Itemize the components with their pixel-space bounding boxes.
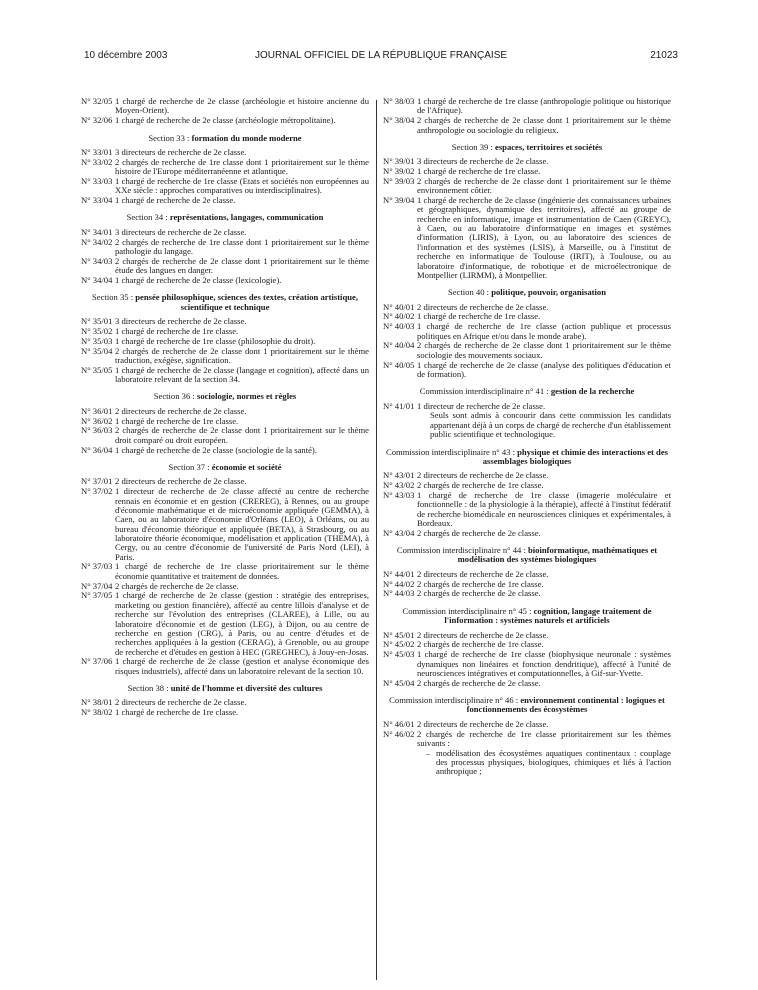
- list-item: [81, 657, 369, 676]
- list-item: [383, 481, 671, 490]
- post-number: N° 34/03: [81, 255, 113, 266]
- post-description: 1 chargé de recherche de 2e classe (lexicologie).: [115, 275, 282, 285]
- list-item: [383, 720, 671, 729]
- list-item: [81, 708, 369, 717]
- post-description: 1 chargé de recherche de 2e classe (sociologie de la santé).: [115, 444, 317, 455]
- section-heading: [81, 134, 369, 143]
- section-label: Section 37 :: [168, 462, 212, 472]
- section-heading: [383, 696, 671, 715]
- post-description: 2 chargés de recherche de 1re classe dont 1 prioritairement sur le thème pathologie du langage.: [115, 236, 369, 256]
- post-number: N° 45/03: [383, 649, 415, 660]
- list-item: [81, 407, 369, 416]
- list-item: [81, 562, 369, 581]
- section-title: formation du monde moderne: [191, 132, 302, 143]
- section-title: politique, pouvoir, organisation: [491, 287, 606, 298]
- post-number: N° 46/02: [383, 728, 415, 739]
- post-number: N° 34/04: [81, 275, 113, 285]
- post-number: N° 43/02: [383, 480, 415, 491]
- section-label: Commission interdisciplinaire n° 45 :: [402, 605, 534, 616]
- left-column: [81, 97, 369, 718]
- section-title: économie et société: [211, 462, 282, 472]
- list-item: [383, 679, 671, 688]
- list-item: [81, 317, 369, 326]
- post-number: N° 38/03: [383, 96, 415, 106]
- post-number: N° 40/04: [383, 340, 415, 351]
- post-description: 2 directeurs de recherche de 2e classe.: [417, 568, 549, 579]
- post-description: 2 directeurs de recherche de 2e classe.: [417, 718, 549, 729]
- post-description: 2 chargés de recherche de 1re classe dont 1 prioritairement sur le thème histoire de l'Europe méditerranéenne et atlantique.: [115, 156, 369, 177]
- post-number: N° 36/03: [81, 425, 113, 436]
- list-item: [383, 341, 671, 360]
- post-description: 2 directeurs de recherche de 2e classe.: [115, 405, 247, 416]
- post-number: N° 41/01: [383, 400, 415, 411]
- list-item: [383, 116, 671, 135]
- post-description: 1 chargé de recherche de 2e classe (gestion : stratégie des entreprises, marketing ou gestion financière), affecté au centre lillois d'analyse et de recherche sur l'évolution des entreprises (CLAREE), à Lille, ou au laboratoire d'économie et de gestion (LEG), à Dijon, ou au centre de recherche en gestion (CRG), à Paris, ou au centre d'études et de recherches appliquées à la gestion (CERAG), à Grenoble, ou au groupe de recherche et d'études en gestion à HEC (GREGHEC), à Jouy-en-Josas.: [115, 590, 369, 657]
- post-number: N° 38/01: [81, 697, 113, 708]
- section-heading: [383, 607, 671, 626]
- post-number: N° 36/02: [81, 415, 113, 426]
- post-description: 1 directeur de recherche de 2e classe.: [417, 400, 546, 411]
- list-item: [81, 487, 369, 562]
- post-description: 2 directeurs de recherche de 2e classe.: [417, 470, 549, 481]
- section-heading: [383, 143, 671, 152]
- post-number: N° 46/01: [383, 718, 415, 729]
- list-item: [81, 238, 369, 257]
- list-item: [383, 650, 671, 678]
- post-number: N° 39/01: [383, 156, 415, 167]
- post-description: 1 chargé de recherche de 2e classe.: [115, 195, 236, 206]
- post-number: N° 45/02: [383, 639, 415, 650]
- post-number: N° 37/06: [81, 656, 113, 667]
- section-label: Section 34 :: [126, 212, 170, 223]
- section-heading: [383, 448, 671, 467]
- section-label: Section 38 :: [127, 683, 171, 694]
- section-label: Commission interdisciplinaire n° 43 :: [385, 446, 518, 457]
- list-item: [81, 276, 369, 285]
- post-description: 1 chargé de recherche de 2e classe (gestion et analyse économique des risques industriels), affecté dans un laboratoire relevant de la section 10.: [115, 656, 369, 676]
- section-label: Section 39 :: [451, 141, 495, 152]
- post-description: 2 chargés de recherche de 2e classe dont 1 prioritairement sur le thème environnement côtier.: [417, 175, 671, 196]
- post-description: 1 chargé de recherche de 1re classe (Etats et sociétés non européennes au XXe siècle : approches comparatives ou interdisciplinaires).: [115, 175, 369, 196]
- post-description: 3 directeurs de recherche de 2e classe.: [417, 156, 549, 167]
- post-number: N° 45/04: [383, 677, 415, 688]
- note-paragraph: Seuls sont admis à concourir dans cette commission les candidats appartenant déjà à un corps de chargé de recherche d'un établissement public scientifique et technologique.: [430, 410, 671, 440]
- post-number: N° 35/02: [81, 325, 113, 336]
- post-description: 2 chargés de recherche de 2e classe dont 1 prioritairement sur le thème anthropologie ou sociologie du religieux.: [417, 115, 671, 135]
- post-description: 3 directeurs de recherche de 2e classe.: [115, 146, 247, 157]
- section-heading: [81, 213, 369, 222]
- post-description: 2 chargés de recherche de 1re classe.: [417, 578, 544, 589]
- post-number: N° 32/05: [81, 96, 113, 106]
- post-description: 3 directeurs de recherche de 2e classe.: [115, 316, 247, 327]
- post-description: 2 chargés de recherche de 1re classe prioritairement sur les thèmes suivants :: [417, 728, 671, 748]
- list-item: [383, 491, 671, 528]
- post-number: N° 33/03: [81, 175, 113, 186]
- header-title: JOURNAL OFFICIEL DE LA RÉPUBLIQUE FRANÇAISE: [254, 50, 508, 61]
- post-number: N° 32/06: [81, 115, 113, 126]
- post-description: 1 chargé de recherche de 1re classe.: [115, 707, 239, 718]
- list-item: [383, 177, 671, 196]
- post-number: N° 38/02: [81, 707, 113, 718]
- list-item: [81, 257, 369, 276]
- list-item: [81, 327, 369, 336]
- section-label: Commission interdisciplinaire n° 41 :: [419, 386, 551, 397]
- section-label: Section 36 :: [153, 391, 197, 402]
- post-description: 1 chargé de recherche de 1re classe.: [115, 415, 239, 426]
- post-number: N° 35/03: [81, 335, 113, 346]
- post-number: N° 35/04: [81, 345, 113, 356]
- post-number: N° 36/04: [81, 444, 113, 455]
- list-item: [81, 337, 369, 346]
- post-description: 2 chargés de recherche de 2e classe.: [417, 588, 541, 599]
- section-title: gestion de la recherche: [550, 386, 635, 397]
- post-description: 1 chargé de recherche de 2e classe (ingénierie des connaissances urbaines et géographiques, dynamique des territoires), affecté au groupe de recherche en informatique, image et instrumentation de Caen (GREYC), à Caen, ou au laboratoire d'informatique en images et systèmes d'information (LIRIS), à Lyon, ou au laboratoire des sciences de l'information et des systèmes (LSIS), à Marseille, ou à l'institut de recherche en informatique de Toulouse (IRIT), à Toulouse, ou au laboratoire d'informatique, de robotique et de microélectronique de Montpellier (LIRMM), à Montpellier.: [417, 195, 671, 280]
- page-header: [84, 50, 678, 64]
- post-description: 1 chargé de recherche de 1re classe (biophysique neuronale : systèmes dynamiques non linéaires et fonction dendritique), affecté à l'unité de neurosciences intégratives et computationnelles, à Gif-sur-Yvette.: [417, 649, 671, 678]
- post-number: N° 37/01: [81, 476, 113, 487]
- section-label: Section 35 :: [92, 292, 136, 303]
- section-title: cognition, langage traitement de l'information : systèmes naturels et artificiels: [444, 605, 652, 626]
- list-item: [383, 589, 671, 598]
- list-item: [81, 347, 369, 366]
- section-heading: [383, 288, 671, 297]
- post-description: 1 chargé de recherche de 1re classe (anthropologie politique ou historique de l'Afrique).: [417, 96, 671, 116]
- post-description: 2 chargés de recherche de 2e classe dont 1 prioritairement sur le thème traduction, exégèse, signification.: [115, 345, 369, 365]
- list-item: [81, 591, 369, 656]
- header-date: 10 décembre 2003: [84, 50, 168, 61]
- post-number: N° 43/01: [383, 470, 415, 481]
- post-number: N° 39/03: [383, 175, 415, 186]
- post-number: N° 44/02: [383, 578, 415, 589]
- section-title: espaces, territoires et sociétés: [495, 141, 603, 152]
- post-description: 1 chargé de recherche de 2e classe (analyse des politiques d'éducation et de formation).: [417, 359, 671, 379]
- post-number: N° 37/05: [81, 590, 113, 601]
- bullet-text: modélisation des écosystèmes aquatiques continentaux : couplage des processus physiques, biologiques, chimiques et liés à l'action anthropique ;: [436, 747, 671, 777]
- list-item: [81, 158, 369, 177]
- post-description: 1 chargé de recherche de 2e classe (langage et cognition), affecté dans un laboratoire relevant de la section 34.: [115, 364, 369, 385]
- section-title: pensée philosophique, sciences des textes, création artistique, scientifique et technique: [135, 292, 358, 312]
- post-number: N° 36/01: [81, 405, 113, 416]
- list-item: [383, 196, 671, 280]
- post-number: N° 37/04: [81, 580, 113, 591]
- post-number: N° 33/04: [81, 195, 113, 206]
- post-description: 2 directeurs de recherche de 2e classe.: [417, 629, 549, 640]
- section-label: Commission interdisciplinaire n° 46 :: [389, 695, 521, 706]
- list-item: [383, 570, 671, 579]
- post-number: N° 33/01: [81, 146, 113, 157]
- post-number: N° 37/02: [81, 486, 113, 497]
- section-title: bioinformatique, mathématiques et modélisation des systèmes biologiques: [457, 545, 658, 565]
- list-item: [383, 529, 671, 538]
- post-number: N° 34/01: [81, 226, 113, 237]
- post-description: 1 chargé de recherche de 2e classe (archéologie et histoire ancienne du Moyen-Orient).: [115, 96, 369, 116]
- section-heading: [383, 546, 671, 565]
- post-description: 2 chargés de recherche de 1re classe.: [417, 480, 544, 491]
- list-item: [81, 426, 369, 445]
- post-number: N° 39/04: [383, 195, 415, 206]
- dash-bullet: –: [426, 747, 431, 758]
- section-label: Section 40 :: [448, 287, 492, 298]
- list-item: [383, 730, 671, 749]
- post-description: 2 chargés de recherche de 2e classe.: [115, 580, 239, 591]
- post-number: N° 44/01: [383, 568, 415, 579]
- header-page-number: 21023: [650, 50, 678, 61]
- post-description: 2 chargés de recherche de 2e classe.: [417, 527, 541, 538]
- post-description: 1 chargé de recherche de 1re classe (philosophie du droit).: [115, 335, 316, 346]
- list-item: [81, 196, 369, 205]
- post-number: N° 45/01: [383, 629, 415, 640]
- post-number: N° 43/04: [383, 527, 415, 538]
- post-description: 1 chargé de recherche de 2e classe (archéologie métropolitaine).: [115, 115, 336, 126]
- section-title: représentations, langages, communication: [169, 212, 324, 223]
- post-description: 1 directeur de recherche de 2e classe affecté au centre de recherche rennais en économie et en gestion (CREREG), à Rennes, ou au groupe d'économie mathématique et de microéconomie appliquée (GEMMA), à Caen, ou au laboratoire d'économie d'Orléans (LEO), à Orléans, ou au bureau d'économie théorique et appliquée (BETA), à Strasbourg, ou au laboratoire théorie économique, modélisation et application (THEMA), à Cergy, ou au centre d'économie de l'université de Paris Nord (LEI), à Paris.: [115, 486, 369, 562]
- post-description: 3 directeurs de recherche de 2e classe.: [115, 226, 247, 237]
- post-description: 1 chargé de recherche de 1re classe (imagerie moléculaire et fonctionnelle : de la physiologie à la thérapie), affecté à l'institut fédératif de recherche biomédicale en neurosciences cliniques et expérimentales, à Bordeaux.: [417, 489, 671, 528]
- post-number: N° 40/05: [383, 359, 415, 370]
- post-description: 2 chargés de recherche de 2e classe.: [417, 677, 541, 688]
- post-number: N° 43/03: [383, 489, 415, 500]
- section-heading: [383, 387, 671, 396]
- list-item: [383, 167, 671, 176]
- list-item: [81, 228, 369, 237]
- post-description: 1 chargé de recherche de 1re classe prioritairement sur le thème économie quantitative et traitement de données.: [115, 561, 369, 581]
- list-item: [81, 148, 369, 157]
- post-description: 1 chargé de recherche de 1re classe.: [417, 166, 541, 177]
- list-item: [81, 446, 369, 455]
- post-number: N° 34/02: [81, 236, 113, 247]
- section-heading: [81, 463, 369, 472]
- list-item: [81, 116, 369, 125]
- post-number: N° 37/03: [81, 561, 113, 572]
- post-number: N° 40/03: [383, 321, 415, 332]
- post-description: 2 chargés de recherche de 2e classe dont 1 prioritairement sur le thème sociologie des mouvements sociaux.: [417, 340, 671, 360]
- list-item: [81, 97, 369, 116]
- post-description: 2 chargés de recherche de 2e classe dont 1 prioritairement sur le thème droit comparé ou droit européen.: [115, 425, 369, 445]
- post-description: 2 directeurs de recherche de 2e classe.: [417, 301, 549, 312]
- post-number: N° 40/02: [383, 311, 415, 322]
- list-item: [81, 177, 369, 196]
- section-label: Commission interdisciplinaire n° 44 :: [396, 545, 528, 556]
- post-number: N° 35/05: [81, 364, 113, 375]
- list-item: [81, 366, 369, 385]
- list-item: [383, 97, 671, 116]
- post-description: 1 chargé de recherche de 1re classe.: [417, 311, 541, 322]
- list-item: [383, 361, 671, 380]
- right-column: [383, 97, 671, 777]
- post-number: N° 35/01: [81, 316, 113, 327]
- section-heading: [81, 392, 369, 401]
- post-number: N° 44/03: [383, 588, 415, 599]
- post-description: 1 chargé de recherche de 1re classe.: [115, 325, 239, 336]
- section-heading: [81, 684, 369, 693]
- section-title: physique et chimie des interactions et des assemblages biologiques: [482, 446, 668, 466]
- section-title: environnement continental : logiques et fonctionnements des écosystèmes: [466, 695, 665, 715]
- section-title: unité de l'homme et diversité des cultures: [170, 683, 323, 694]
- bullet-item: [426, 749, 671, 777]
- post-number: N° 38/04: [383, 115, 415, 126]
- post-description: 2 chargés de recherche de 1re classe.: [417, 639, 544, 650]
- post-description: 2 directeurs de recherche de 2e classe.: [115, 476, 247, 487]
- post-description: 2 chargés de recherche de 2e classe dont 1 prioritairement sur le thème étude des langues en danger.: [115, 255, 369, 276]
- section-heading: [81, 293, 369, 312]
- section-label: Section 33 :: [148, 132, 192, 143]
- post-description: 1 chargé de recherche de 1re classe (action publique et processus politiques en Afrique et/ou dans le monde arabe).: [417, 321, 671, 341]
- post-number: N° 40/01: [383, 301, 415, 312]
- post-number: N° 33/02: [81, 156, 113, 167]
- section-title: sociologie, normes et règles: [196, 391, 297, 402]
- list-item: [383, 322, 671, 341]
- post-description: 2 directeurs de recherche de 2e classe.: [115, 697, 247, 708]
- post-number: N° 39/02: [383, 166, 415, 177]
- column-divider: [376, 100, 377, 980]
